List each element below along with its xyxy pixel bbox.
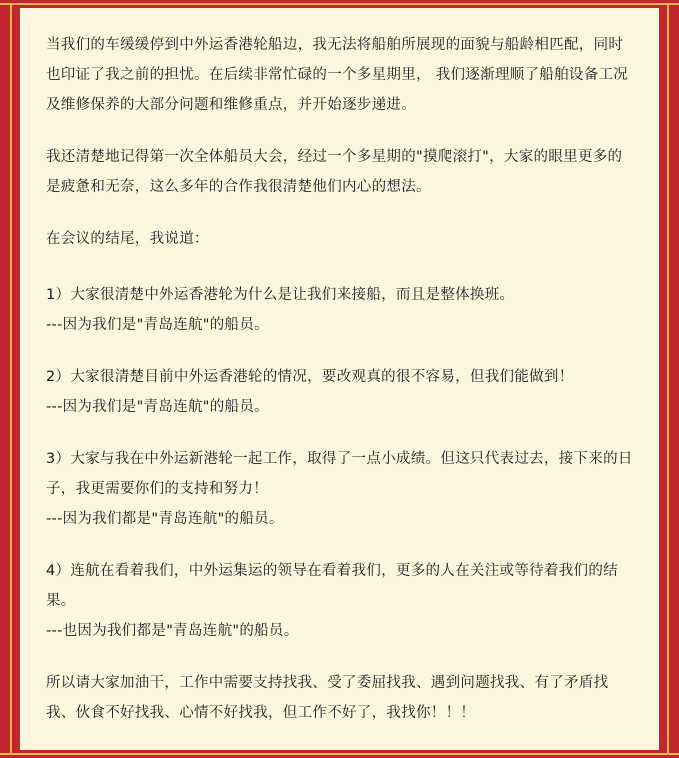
frame-line-right — [667, 3, 669, 755]
frame-line-left — [10, 3, 12, 755]
qa-answer: ---因为我们都是"青岛连航"的船员。 — [46, 511, 284, 527]
qa-item-3 — [46, 444, 633, 534]
qa-answer: ---也因为我们都是"青岛连航"的船员。 — [46, 623, 299, 639]
qa-question: 1）大家很清楚中外运香港轮为什么是让我们来接船，而且是整体换班。 — [46, 287, 515, 303]
qa-item-2 — [46, 362, 633, 422]
paragraph-intro: 当我们的车缓缓停到中外运香港轮船边，我无法将船舶所展现的面貌与船龄相匹配，同时也印证了我之前的担忧。在后续非常忙碌的一个多星期里， 我们逐渐理顺了船舶设备工况及维修保养的大部分问题和维修重点，并开始逐步递进。 — [46, 37, 629, 113]
qa-item-1 — [46, 280, 633, 340]
frame-line-top — [0, 3, 679, 5]
qa-question: 4）连航在看着我们，中外运集运的领导在看着我们，更多的人在关注或等待着我们的结果。 — [46, 563, 618, 609]
qa-question: 2）大家很清楚目前中外运香港轮的情况，要改观真的很不容易，但我们能做到！ — [46, 369, 574, 385]
qa-answer: ---因为我们是"青岛连航"的船员。 — [46, 399, 269, 415]
frame-line-bottom — [0, 753, 679, 755]
paragraph-speech-lead: 在会议的结尾，我说道： — [46, 231, 209, 247]
paragraph-meeting-memory: 我还清楚地记得第一次全体船员大会，经过一个多星期的"摸爬滚打"，大家的眼里更多的是疲惫和无奈，这么多年的合作我很清楚他们内心的想法。 — [46, 149, 623, 195]
qa-item-4 — [46, 556, 633, 646]
document-content-panel — [20, 8, 659, 750]
qa-answer: ---因为我们是"青岛连航"的船员。 — [46, 317, 269, 333]
paragraph-closing: 所以请大家加油干，工作中需要支持找我、受了委屈找我、遇到问题找我、有了矛盾找我、伙食不好找我、心情不好找我，但工作不好了，我找你！！！ — [46, 675, 609, 721]
qa-question: 3）大家与我在中外运新港轮一起工作，取得了一点小成绩。但这只代表过去，接下来的日子，我更需要你们的支持和努力！ — [46, 451, 633, 497]
